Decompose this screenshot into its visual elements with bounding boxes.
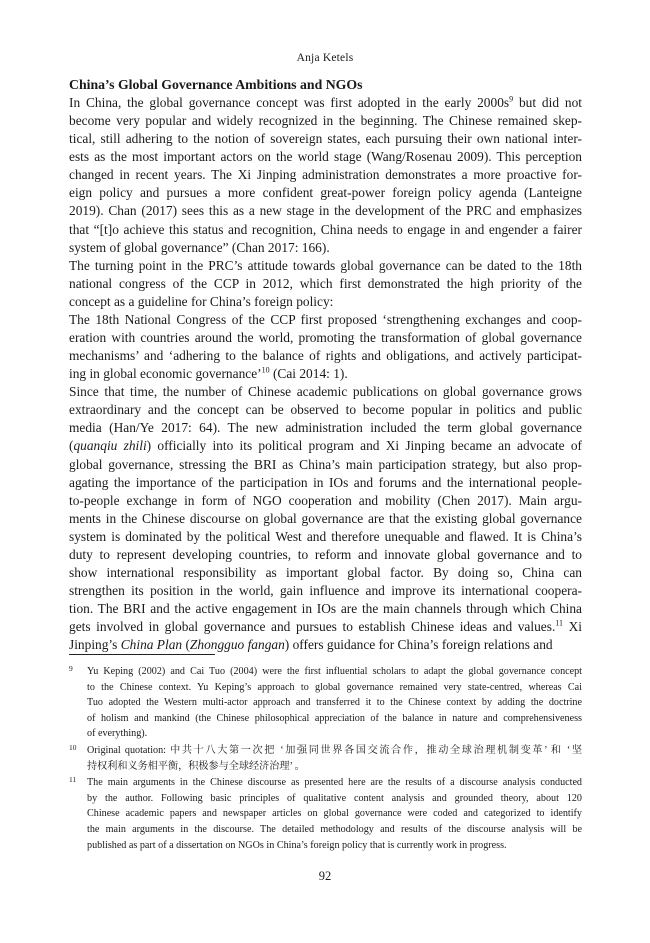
text-line [87, 791, 582, 807]
text-run: ments in the Chinese discourse on global governance are that the existing global governance [69, 510, 582, 526]
footnote-ref: 9 [509, 94, 514, 104]
text-line [69, 456, 582, 474]
text-run: national congress of the CCP in 2012, which first demonstrated the high priority of the [69, 275, 582, 291]
footnote-text [87, 775, 582, 853]
text-run: media (Han/Ye 2017: 64). The new administration included the term global governance [69, 420, 582, 436]
text-run: The turning point in the PRC’s attitude towards global governance can be dated to the 18th [69, 257, 582, 273]
text-run: (Cai 2014: 1). [269, 366, 348, 382]
text-run: tical, still adhering to the notion of sovereign states, each pursuing their own national inter- [69, 131, 582, 147]
footnote-ref: 11 [555, 618, 563, 628]
text-line [69, 347, 582, 365]
text-line [69, 401, 582, 419]
text-run: by the author. Following basic principles of qualitative content analysis and grounded theory, about 120 [87, 792, 582, 804]
text-line [69, 221, 582, 239]
text-line [87, 806, 582, 822]
running-head: Anja Ketels [296, 52, 354, 64]
text-run: agating the importance of the participation in IOs and forums and the international people- [69, 474, 582, 490]
text-line [69, 636, 582, 654]
text-run: mechanisms’ and ‘adhering to the balance of rights and obligations, and actively participat- [69, 348, 582, 364]
text-line [69, 166, 582, 184]
page-number: 92 [318, 869, 332, 883]
text-run: Tuo adopted the Western multi-actor approach and transferred it to the Chinese context by adding the doctrine [87, 697, 582, 709]
text-line [87, 822, 582, 838]
text-run: Xi [563, 619, 582, 635]
footnote [69, 664, 582, 742]
footnote-number: 11 [69, 775, 77, 785]
text-line [87, 664, 582, 680]
footnote [69, 775, 582, 853]
text-run: ests as the most important actors on the world stage (Wang/Rosenau 2009). This perception [69, 149, 582, 165]
text-line [69, 437, 582, 455]
footnote [69, 743, 582, 774]
text-run: global governance, stressing the BRI as China’s main participation strategy, but also prop- [69, 456, 582, 472]
footnote-number: 9 [69, 664, 73, 673]
text-run: concept as a guideline for China’s foreign policy: [69, 293, 334, 309]
text-line [87, 680, 582, 696]
text-line [87, 743, 582, 759]
body-paragraph [69, 383, 582, 654]
body-paragraph [69, 311, 582, 383]
text-run: ( [182, 637, 190, 653]
text-run: strengthen its position in the world, gain influence and improve its international coopera- [69, 583, 582, 599]
text-run: duty to represent developing countries, to reform and innovate global governance and to [69, 546, 582, 562]
text-run: In China, the global governance concept was first adopted in the early 2000s [69, 95, 510, 110]
text-line [69, 419, 582, 437]
text-run: system is dominated by the political West and therefore unequable and flawed. It is China’s [69, 528, 582, 544]
text-run: The main arguments in the Chinese discourse as presented here are the results of a discourse analysis conducted [87, 777, 582, 789]
italic-term: Zhongguo fangan [189, 637, 285, 653]
text-run: ) officially into its political program and Xi Jinping became an advocate of [146, 438, 582, 454]
text-line [69, 202, 582, 220]
text-line [69, 528, 582, 546]
text-line [87, 838, 582, 854]
text-line [87, 759, 582, 775]
text-line [69, 293, 582, 311]
text-run: eign policy and pursues a more confident great-power foreign policy agenda (Lanteigne [69, 185, 582, 201]
text-run: Jinping’s [69, 637, 121, 653]
text-line [87, 726, 582, 742]
text-run: 2019). Chan (2017) sees this as a new stage in the development of the PRC and emphasizes [69, 203, 582, 219]
text-run: of everything). [87, 728, 148, 740]
text-run: to-people exchange in form of NGO cooperation and mobility (Chen 2017). Main argu- [69, 492, 582, 508]
text-run: tion. The BRI and the active engagement in IOs are the main channels through which China [69, 601, 582, 617]
text-run: The 18th National Congress of the CCP first proposed ‘strengthening exchanges and coop- [69, 311, 582, 327]
text-run: of holism and mankind (the Chinese philosophical appreciation of the balance in nature and comprehensiveness [87, 712, 582, 724]
text-line [69, 365, 582, 383]
footnote-text [87, 743, 582, 774]
text-line [69, 311, 582, 329]
text-run: Chinese academic papers and newspaper articles on global governance were coded and categorized to identify [87, 808, 582, 820]
text-run: ing in global economic governance’ [69, 366, 262, 382]
body-paragraph [69, 94, 582, 257]
text-run: ) offers guidance for China’s foreign relations and [284, 637, 553, 653]
text-line [69, 239, 582, 257]
text-line [69, 582, 582, 600]
text-run: 持权利和义务相平衡，积极参与全球经济治理’ 。 [87, 760, 305, 772]
text-run: the main arguments in the discourse. The detailed methodology and results of the discourse analysis will be [87, 823, 582, 835]
text-run: published as part of a dissertation on NGOs in China’s foreign policy that is currently work in progress. [87, 839, 507, 851]
footnote-separator [69, 654, 215, 655]
text-line [87, 775, 582, 791]
text-run: that “[t]o achieve this status and recognition, China needs to engage in and engender a fairer [69, 221, 582, 237]
text-line [69, 148, 582, 166]
footnotes [69, 664, 582, 854]
text-run: gets involved in global governance and pursues to establish Chinese ideas and values. [69, 619, 556, 635]
text-run: extraordinary and the concept can be observed to become popular in politics and public [69, 402, 582, 418]
italic-term: quanqiu zhili [73, 438, 147, 454]
text-line [69, 184, 582, 202]
body-paragraphs [69, 94, 582, 654]
text-run: become very popular and widely recognized in the beginning. The Chinese remained skep- [69, 113, 582, 129]
text-line [69, 510, 582, 528]
main-text [69, 76, 582, 654]
text-line [69, 492, 582, 510]
text-run: but did not [513, 95, 582, 110]
text-line [69, 94, 582, 112]
text-run: to the Chinese context. Yu Keping’s approach to global governance remained very state-centred, whereas Cai [87, 681, 582, 693]
text-run: Since that time, the number of Chinese academic publications on global governance grows [69, 384, 582, 400]
text-line [69, 275, 582, 293]
text-run: Original quotation: 中共十八大第一次把 ‘加强同世界各国交流合作，推动全球治理机制变革’ 和 ‘坚 [87, 744, 582, 756]
text-line [69, 618, 582, 636]
text-run: system of global governance” (Chan 2017: 166). [69, 239, 330, 255]
text-line [69, 112, 582, 130]
text-run: changed in recent years. The Xi Jinping administration demonstrates a more proactive for- [69, 167, 582, 183]
text-run: eration with countries around the world, promoting the transformation of global governance [69, 330, 582, 346]
footnote-ref: 10 [261, 365, 270, 375]
text-line [87, 711, 582, 727]
text-line [69, 600, 582, 618]
text-run: ( [69, 438, 74, 454]
text-line [69, 130, 582, 148]
section-heading: China’s Global Governance Ambitions and NGOs [69, 77, 363, 92]
body-paragraph [69, 257, 582, 311]
footnote-number: 10 [69, 742, 77, 752]
text-line [69, 257, 582, 275]
text-line [69, 474, 582, 492]
footnote-text [87, 664, 582, 742]
text-line [69, 564, 582, 582]
text-line [69, 546, 582, 564]
text-line [87, 695, 582, 711]
text-line [69, 383, 582, 401]
italic-term: China Plan [120, 637, 183, 653]
text-line [69, 329, 582, 347]
text-run: Yu Keping (2002) and Cai Tuo (2004) were the first influential scholars to adapt the global governance concept [87, 666, 582, 677]
text-run: show international responsibility as important global factor. By doing so, China can [69, 565, 582, 581]
